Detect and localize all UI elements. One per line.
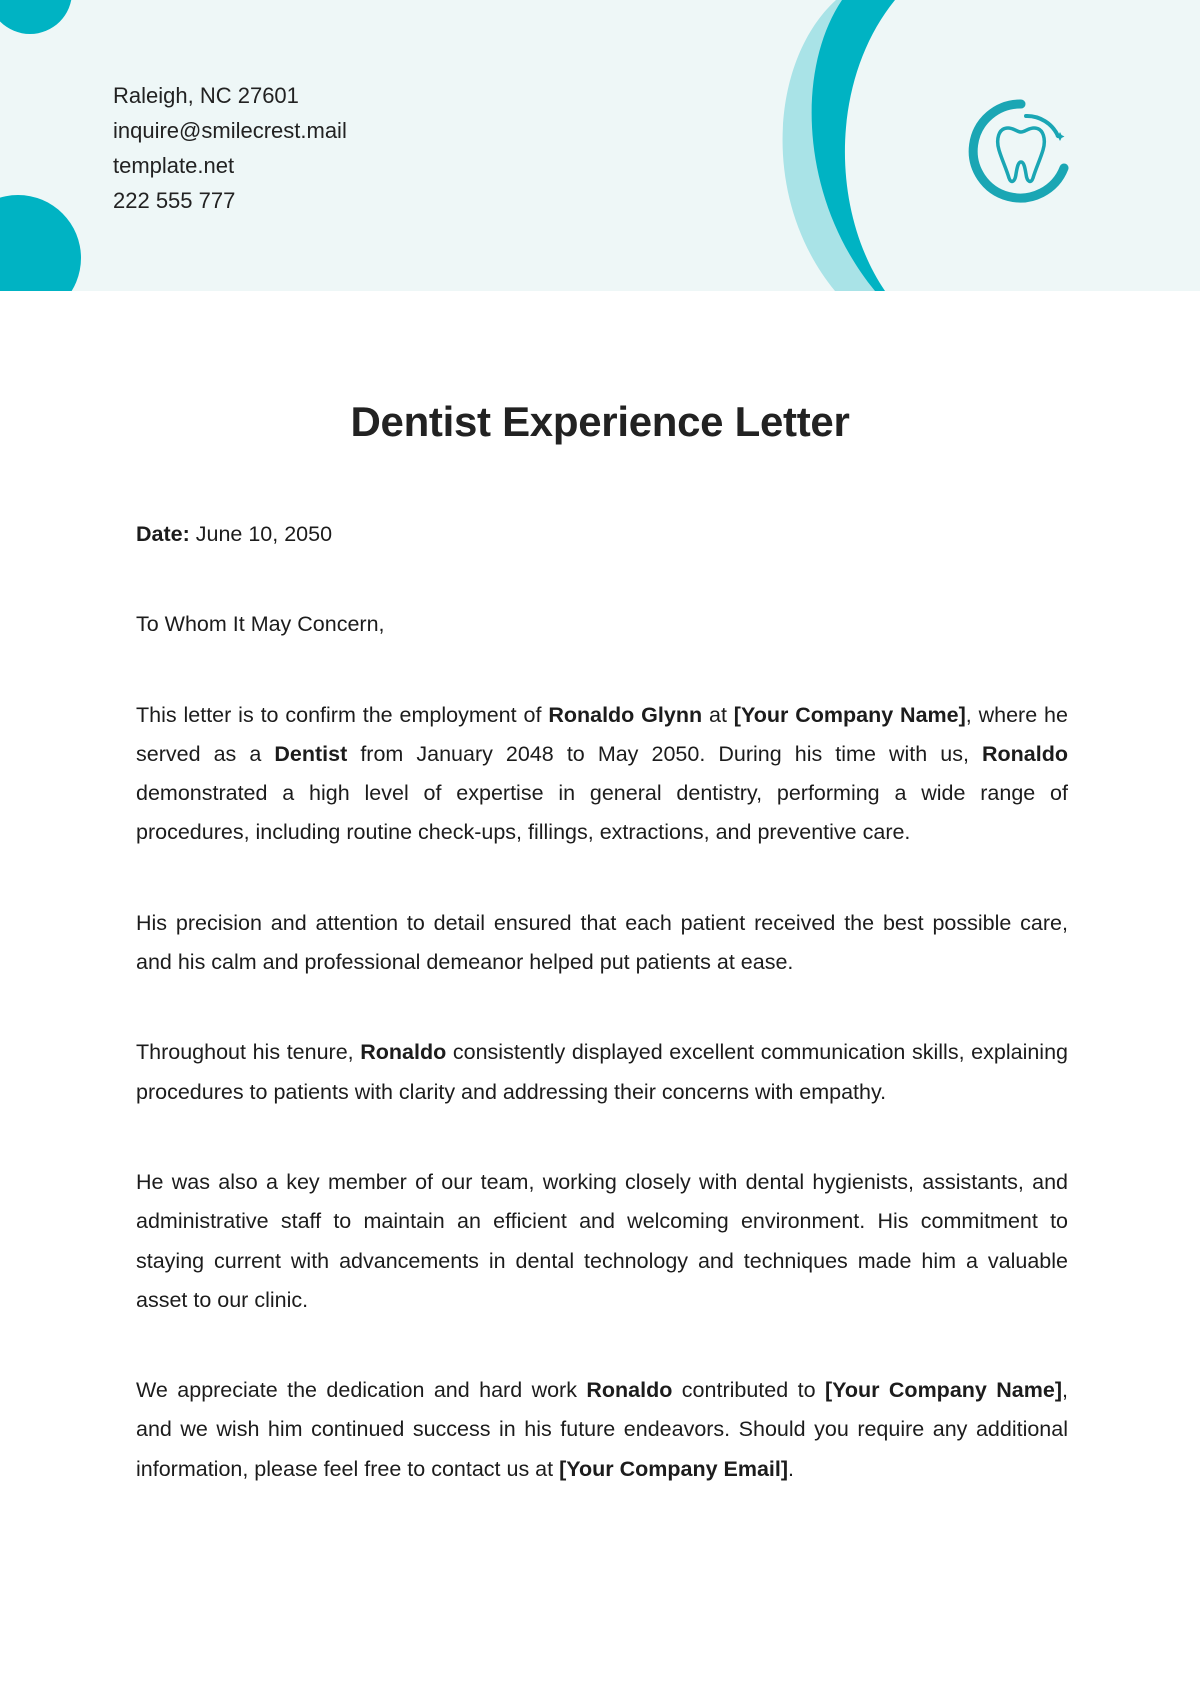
tooth-logo-icon <box>968 98 1074 204</box>
contact-phone: 222 555 777 <box>113 188 236 213</box>
paragraph-text: This letter is to confirm the employment of <box>136 702 549 727</box>
employee-first-name: Ronaldo <box>360 1040 447 1065</box>
paragraph-employment <box>136 696 1068 853</box>
paragraph-communication <box>136 1033 1068 1112</box>
decor-circle-bottom-left <box>0 195 81 291</box>
company-name-placeholder: [Your Company Name] <box>824 1378 1062 1403</box>
decor-circle-top-left <box>0 0 72 34</box>
contact-address: Raleigh, NC 27601 <box>113 83 299 108</box>
paragraph-precision: His precision and attention to detail ensured that each patient received the best possible care, and his calm and professional demeanor helped put patients at ease. <box>136 910 1068 975</box>
letterhead <box>0 0 1200 291</box>
salutation: To Whom It May Concern, <box>136 612 385 637</box>
date-line <box>136 515 1068 554</box>
company-name-placeholder: [Your Company Name] <box>733 702 966 727</box>
letter-body <box>136 515 1068 1540</box>
paragraph-teamwork: He was also a key member of our team, working closely with dental hygienists, assistants, and administrative staff to maintain an efficient and welcoming environment. His commitment to staying current with advancements in dental technology and techniques made him a valuable asset to our clinic. <box>136 1169 1068 1312</box>
date-value: June 10, 2050 <box>195 522 333 546</box>
page-title: Dentist Experience Letter <box>350 398 850 445</box>
employee-name: Ronaldo Glynn <box>548 702 703 727</box>
paragraph-text: We appreciate the dedication and hard work <box>136 1378 587 1403</box>
contact-block <box>113 78 347 218</box>
paragraph-text: Throughout his tenure, <box>136 1040 361 1065</box>
date-label: Date: <box>136 522 190 546</box>
paragraph-text: consistently displayed excellent communication skills, explaining procedures to patients with clarity and addressing their concerns with empathy. <box>136 1040 1068 1104</box>
paragraph-text: , where he served as a <box>136 702 1068 766</box>
contact-email[interactable]: inquire@smilecrest.mail <box>113 118 347 143</box>
job-role: Dentist <box>274 741 348 766</box>
paragraph-text: contributed to <box>672 1378 825 1403</box>
company-email-placeholder: [Your Company Email] <box>559 1456 789 1481</box>
paragraph-text: , and we wish him continued success in his future endeavors. Should you require any additional information, please feel free to contact us at <box>136 1378 1068 1481</box>
employee-first-name: Ronaldo <box>982 741 1069 766</box>
contact-website[interactable]: template.net <box>113 153 235 178</box>
paragraph-text: . <box>788 1456 795 1481</box>
paragraph-closing <box>136 1371 1068 1489</box>
paragraph-text: from January 2048 to May 2050. During his time with us, <box>347 741 983 766</box>
paragraph-text: demonstrated a high level of expertise in general dentistry, performing a wide range of procedures, including routine check-ups, fillings, extractions, and preventive care. <box>136 781 1068 845</box>
employee-first-name: Ronaldo <box>586 1378 673 1403</box>
paragraph-text: at <box>702 702 734 727</box>
